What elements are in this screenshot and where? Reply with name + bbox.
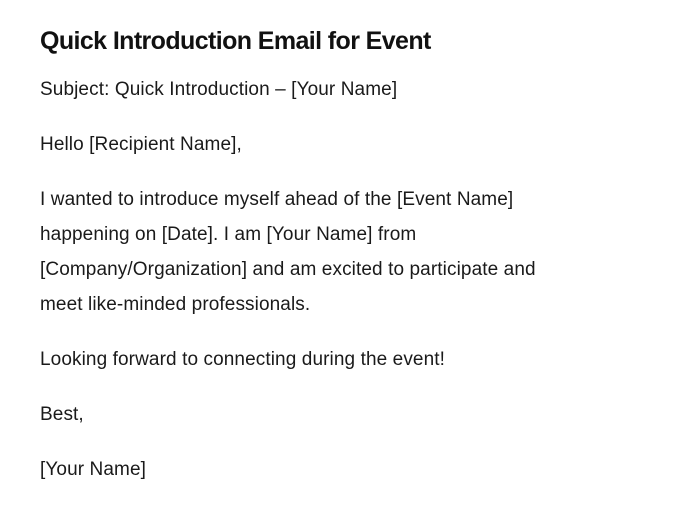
document-title: Quick Introduction Email for Event — [40, 27, 431, 55]
body-line: I wanted to introduce myself ahead of the [Event Name] — [40, 189, 514, 210]
body-line: [Company/Organization] and am excited to participate and — [40, 259, 536, 280]
body-line: meet like-minded professionals. — [40, 294, 311, 315]
email-signature: [Your Name] — [40, 459, 147, 480]
email-greeting: Hello [Recipient Name], — [40, 134, 242, 155]
email-subject: Subject: Quick Introduction – [Your Name] — [40, 79, 398, 100]
body-line: happening on [Date]. I am [Your Name] from — [40, 224, 417, 245]
email-closing-line: Looking forward to connecting during the event! — [40, 349, 446, 370]
email-signoff: Best, — [40, 404, 84, 425]
email-body — [40, 182, 660, 322]
document — [40, 24, 660, 507]
